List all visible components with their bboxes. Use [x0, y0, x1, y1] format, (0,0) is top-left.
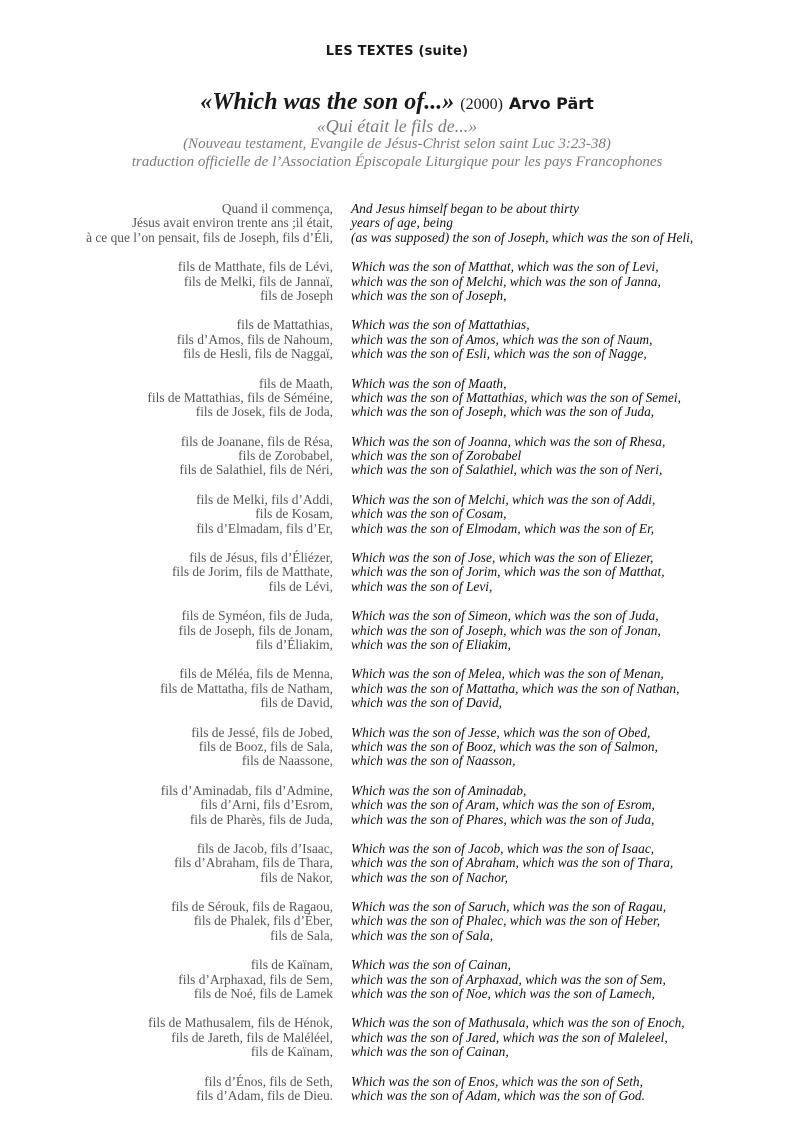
french-column [0, 551, 333, 594]
english-line: Which was the son of Simeon, which was the son of Juda, [351, 608, 659, 624]
english-line: which was the son of Aram, which was the son of Esrom, [351, 797, 655, 813]
english-column [351, 377, 681, 420]
stanza [0, 377, 794, 420]
english-line: which was the son of Joseph, which was the son of Juda, [351, 404, 655, 420]
stanza [0, 726, 794, 769]
french-line: fils de Kosam, [255, 506, 333, 522]
english-line: which was the son of Cainan, [351, 1044, 509, 1060]
english-line: Which was the son of Jacob, which was the son of Isaac, [351, 840, 655, 856]
stanza [0, 958, 794, 1001]
english-line: Which was the son of Mathusala, which was the son of Enoch, [351, 1015, 685, 1031]
french-column [0, 493, 333, 536]
french-line: fils de Joseph [260, 287, 333, 303]
english-line: which was the son of Eliakim, [351, 636, 511, 652]
english-column [351, 318, 652, 361]
english-line: Which was the son of Jesse, which was the son of Obed, [351, 724, 651, 740]
french-line: fils de Pharès, fils de Juda, [189, 811, 333, 827]
english-line: which was the son of Arphaxad, which was the son of Sem, [351, 971, 666, 987]
stanza [0, 318, 794, 361]
french-column [0, 1075, 333, 1104]
french-line: fils d’Elmadam, fils d’Er, [196, 520, 333, 536]
french-line: fils de Joanane, fils de Résa, [180, 433, 333, 449]
french-column [0, 667, 333, 710]
english-line: which was the son of Sala, [351, 927, 494, 943]
french-line: fils de Kaïnam, [250, 1044, 333, 1060]
french-title: «Qui était le fils de...» [316, 116, 478, 136]
french-line: fils de Sala, [270, 927, 333, 943]
french-line: fils d’Arni, fils d’Esrom, [200, 797, 333, 813]
french-column [0, 377, 333, 420]
french-line: fils de Joseph, fils de Jonam, [178, 622, 333, 638]
english-line: which was the son of Naasson, [351, 753, 516, 769]
english-line: which was the son of Phares, which was the son of Juda, [351, 811, 655, 827]
english-column [351, 551, 665, 594]
english-column [351, 667, 679, 710]
english-line: which was the son of Phalec, which was the son of Heber, [351, 913, 661, 929]
english-column [351, 842, 673, 885]
english-line: Which was the son of Enos, which was the son of Seth, [351, 1073, 643, 1089]
stanza [0, 551, 794, 594]
french-line: fils de Méléa, fils de Menna, [179, 666, 333, 682]
french-line: fils de Phalek, fils d’Éber, [193, 913, 333, 929]
french-line: fils de Mattathias, [236, 317, 333, 333]
french-column [0, 958, 333, 1001]
stanza [0, 609, 794, 652]
french-line: fils d’Adam, fils de Dieu. [196, 1087, 333, 1103]
english-line: And Jesus himself began to be about thirty [351, 201, 579, 216]
french-line: fils de Zorobabel, [238, 448, 333, 464]
english-column [351, 784, 655, 827]
english-line: which was the son of Adam, which was the son of God. [351, 1087, 645, 1103]
english-column [351, 958, 666, 1001]
english-line: which was the son of Noe, which was the son of Lamech, [351, 986, 655, 1002]
french-line: fils de Jareth, fils de Maléléel, [171, 1029, 333, 1045]
english-line: which was the son of Cosam, [351, 506, 507, 522]
stanza [0, 435, 794, 478]
section-label: LES TEXTES (suite) [325, 44, 469, 59]
french-column [0, 784, 333, 827]
stanza [0, 260, 794, 303]
english-column [351, 900, 666, 943]
french-line: fils de Josek, fils de Joda, [195, 404, 333, 420]
english-line: which was the son of Jared, which was the son of Maleleel, [351, 1029, 668, 1045]
french-column [0, 318, 333, 361]
english-line: Which was the son of Jose, which was the son of Eliezer, [351, 550, 654, 566]
stanza [0, 493, 794, 536]
stanza [0, 842, 794, 885]
english-column [351, 260, 661, 303]
english-line: (as was supposed) the son of Joseph, which was the son of Heli, [351, 229, 694, 245]
english-line: which was the son of Joseph, [351, 287, 507, 303]
english-line: Which was the son of Mattathias, [351, 317, 530, 333]
french-column [0, 900, 333, 943]
english-column [351, 202, 693, 245]
english-line: Which was the son of Maath, [351, 375, 507, 391]
french-line: fils de Salathiel, fils de Néri, [179, 462, 333, 478]
french-column [0, 260, 333, 303]
french-line: fils de Melki, fils d’Addi, [196, 491, 333, 507]
french-column [0, 609, 333, 652]
french-line: fils de Maath, [258, 375, 333, 391]
stanza [0, 784, 794, 827]
english-line: which was the son of Esli, which was the son of Nagge, [351, 346, 647, 362]
french-column [0, 435, 333, 478]
french-line: fils de Jorim, fils de Matthate, [171, 564, 333, 580]
english-column [351, 726, 658, 769]
french-line: fils de Matthate, fils de Lévi, [177, 259, 333, 275]
english-column [351, 1016, 685, 1059]
french-column [0, 202, 333, 245]
french-line: fils de Mattatha, fils de Natham, [160, 680, 333, 696]
french-line: fils de Jessé, fils de Jobed, [191, 724, 333, 740]
english-line: which was the son of Amos, which was the son of Naum, [351, 331, 653, 347]
english-line: which was the son of Zorobabel [351, 448, 522, 464]
english-line: which was the son of Elmodam, which was the son of Er, [351, 520, 655, 536]
english-line: which was the son of Nachor, [351, 869, 508, 885]
composer-name: Arvo Pärt [508, 94, 594, 113]
english-line: which was the son of Joseph, which was the son of Jonan, [351, 622, 661, 638]
translation-note: traduction officielle de l’Association Épiscopale Liturgique pour les pays Francophones [131, 154, 663, 170]
french-line: fils de Noé, fils de Lamek [193, 986, 333, 1002]
french-line: fils de Naassone, [241, 753, 333, 769]
english-column [351, 609, 661, 652]
french-line: fils de Melki, fils de Jannaï, [183, 273, 333, 289]
english-line: years of age, being [351, 215, 453, 231]
english-line: which was the son of Abraham, which was the son of Thara, [351, 855, 674, 871]
english-line: which was the son of Mattathias, which was the son of Semei, [351, 389, 681, 405]
work-title-line [0, 89, 794, 116]
french-column [0, 842, 333, 885]
english-line: which was the son of Levi, [351, 578, 493, 594]
work-title: «Which was the son of...» [200, 89, 455, 115]
text-source: (Nouveau testament, Evangile de Jésus-Christ selon saint Luc 3:23-38) [183, 136, 611, 152]
stanza [0, 202, 794, 245]
english-line: Which was the son of Joanna, which was the son of Rhesa, [351, 433, 666, 449]
french-line: Quand il commença, [221, 201, 333, 216]
english-line: which was the son of Mattatha, which was the son of Nathan, [351, 680, 680, 696]
french-line: Jésus avait environ trente ans ;il était, [131, 215, 333, 231]
french-line: fils d’Amos, fils de Nahoum, [176, 331, 333, 347]
french-line: fils d’Énos, fils de Seth, [204, 1073, 333, 1089]
french-line: fils de Booz, fils de Sala, [198, 738, 333, 754]
english-line: which was the son of Jorim, which was the son of Matthat, [351, 564, 665, 580]
french-column [0, 1016, 333, 1059]
work-year: (2000) [460, 96, 503, 113]
english-line: Which was the son of Matthat, which was the son of Levi, [351, 259, 659, 275]
english-line: which was the son of Booz, which was the son of Salmon, [351, 738, 658, 754]
english-column [351, 493, 655, 536]
stanza [0, 900, 794, 943]
stanza [0, 1075, 794, 1104]
french-line: fils de Lévi, [268, 578, 333, 594]
stanza [0, 1016, 794, 1059]
english-line: Which was the son of Cainan, [351, 957, 511, 973]
english-line: which was the son of David, [351, 695, 503, 711]
french-line: à ce que l’on pensait, fils de Joseph, fils d’Éli, [86, 229, 333, 245]
french-line: fils d’Abraham, fils de Thara, [174, 855, 333, 871]
stanza [0, 667, 794, 710]
english-line: Which was the son of Melchi, which was the son of Addi, [351, 491, 656, 507]
english-line: Which was the son of Aminadab, [351, 782, 527, 798]
english-line: Which was the son of Melea, which was the son of Menan, [351, 666, 664, 682]
french-line: fils d’Arphaxad, fils de Sem, [178, 971, 333, 987]
french-line: fils d’Aminadab, fils d’Admine, [160, 782, 333, 798]
french-line: fils de Syméon, fils de Juda, [181, 608, 333, 624]
french-line: fils de Sérouk, fils de Ragaou, [171, 899, 333, 915]
english-column [351, 1075, 645, 1104]
french-line: fils de Jacob, fils d’Isaac, [196, 840, 333, 856]
english-line: Which was the son of Saruch, which was the son of Ragau, [351, 899, 667, 915]
french-line: fils de Hesli, fils de Naggaï, [183, 346, 333, 362]
french-line: fils de Kaïnam, [250, 957, 333, 973]
french-line: fils de David, [260, 695, 333, 711]
french-line: fils de Nakor, [260, 869, 333, 885]
french-line: fils de Mathusalem, fils de Hénok, [148, 1015, 333, 1031]
french-column [0, 726, 333, 769]
french-line: fils de Jésus, fils d’Éliézer, [189, 550, 333, 566]
english-line: which was the son of Melchi, which was the son of Janna, [351, 273, 661, 289]
french-line: fils d’Éliakim, [255, 636, 333, 652]
french-line: fils de Mattathias, fils de Séméine, [147, 389, 333, 405]
english-column [351, 435, 665, 478]
english-line: which was the son of Salathiel, which was the son of Neri, [351, 462, 663, 478]
verses-table [0, 202, 794, 1118]
